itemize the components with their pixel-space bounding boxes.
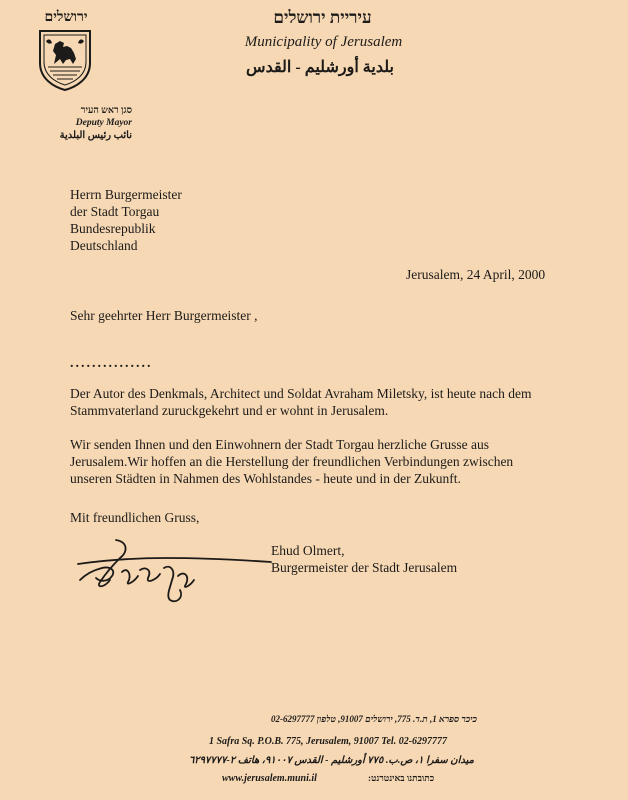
footer-address-arabic: ميدان سفرا ١، ص.ب. ٧٧٥ أورشليم - القدس ٩١٠٠٧، هاتف ٢-٦٢٩٧٧٧٧ <box>188 755 474 766</box>
footer-address-english: 1 Safra Sq. P.O.B. 775, Jerusalem, 91007 Tel. 02-6297777 <box>208 736 448 747</box>
address-line: Herrn Burgermeister <box>70 187 182 202</box>
municipality-title-arabic: بلدية أورشليم - القدس <box>246 59 394 76</box>
paragraph-2 <box>70 436 513 487</box>
closing: Mit freundlichen Gruss, <box>70 510 200 525</box>
municipality-title-english: Municipality of Jerusalem <box>244 34 403 50</box>
salutation: Sehr geehrter Herr Burgermeister , <box>70 308 258 323</box>
signatory-title: Burgermeister der Stadt Jerusalem <box>271 560 458 575</box>
address-line: Deutschland <box>70 238 138 253</box>
website-label-hebrew: כתובתנו באינטרנט: <box>368 773 435 783</box>
paragraph-1 <box>70 385 532 419</box>
footer-website <box>222 773 482 784</box>
paragraph-line: Der Autor des Denkmals, Architect und Soldat Avraham Miletsky, ist heute nach dem <box>70 386 532 401</box>
dotted-separator: ............... <box>70 356 153 371</box>
recipient-address <box>70 186 182 254</box>
letter-date: Jerusalem, 24 April, 2000 <box>406 267 546 282</box>
municipality-title-hebrew: עיריית ירושלים <box>273 8 372 27</box>
website-link[interactable]: www.jerusalem.muni.il <box>222 773 317 784</box>
signatory-name: Ehud Olmert, <box>271 543 345 558</box>
address-line: der Stadt Torgau <box>70 204 160 219</box>
deputy-mayor-arabic: نائب رئيس البلدية <box>59 130 132 141</box>
paragraph-line: Stammvaterland zuruckgekehrt und er wohnt in Jerusalem. <box>70 403 389 418</box>
deputy-mayor-english: Deputy Mayor <box>75 118 132 128</box>
footer-address-hebrew: כיכר ספרא 1, ת.ד. 775, ירושלים 91007, טלפון 02-6297777 <box>271 714 477 724</box>
crest-label: ירושלים <box>44 10 88 25</box>
signatory-block <box>271 542 457 576</box>
address-line: Bundesrepublik <box>70 221 156 236</box>
paragraph-line: unseren Städten in Nahmen des Wohlstandes - heute und in der Zukunft. <box>70 471 461 486</box>
deputy-mayor-hebrew: סגן ראש העיר <box>80 106 132 116</box>
paragraph-line: Jerusalem.Wir hoffen an die Herstellung der freundlichen Verbindungen zwischen <box>70 454 514 469</box>
jerusalem-crest-logo <box>36 29 94 91</box>
paragraph-line: Wir senden Ihnen und den Einwohnern der Stadt Torgau herzliche Grusse aus <box>70 437 490 452</box>
handwritten-signature <box>76 536 272 608</box>
